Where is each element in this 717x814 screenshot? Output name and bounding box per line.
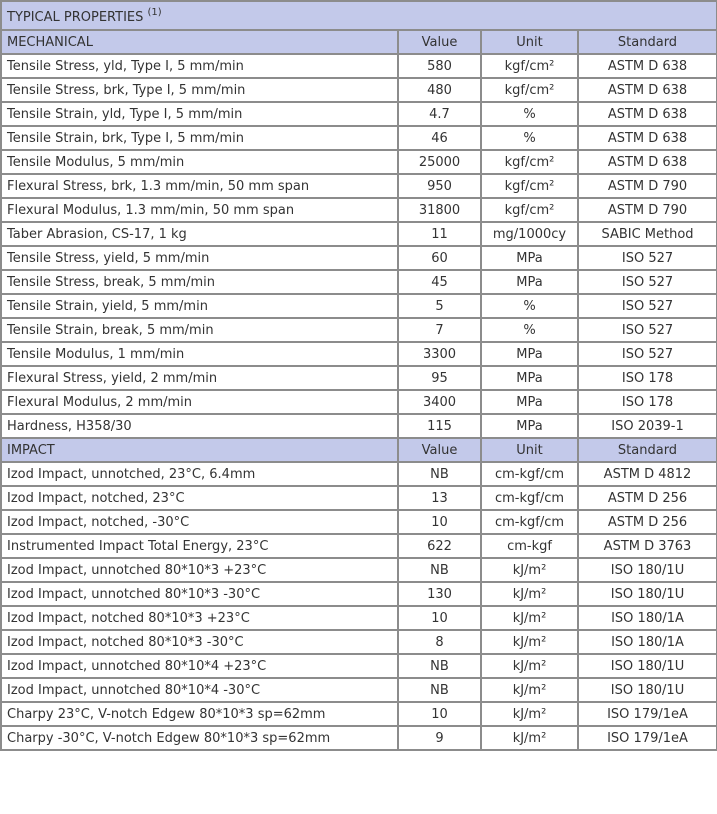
property-value: 3400 xyxy=(398,390,481,414)
property-name: Hardness, H358/30 xyxy=(1,414,398,438)
property-standard: ISO 527 xyxy=(578,270,717,294)
table-row xyxy=(1,294,717,318)
property-standard: ASTM D 638 xyxy=(578,150,717,174)
property-standard: ISO 527 xyxy=(578,318,717,342)
property-unit: cm-kgf/cm xyxy=(481,486,578,510)
property-value: 25000 xyxy=(398,150,481,174)
property-value: 622 xyxy=(398,534,481,558)
property-standard: ASTM D 638 xyxy=(578,78,717,102)
property-standard: ISO 180/1A xyxy=(578,606,717,630)
property-unit: % xyxy=(481,294,578,318)
property-value: 10 xyxy=(398,510,481,534)
table-row xyxy=(1,222,717,246)
property-standard: ASTM D 790 xyxy=(578,174,717,198)
property-unit: MPa xyxy=(481,390,578,414)
property-name: Izod Impact, notched, -30°C xyxy=(1,510,398,534)
property-unit: kgf/cm² xyxy=(481,78,578,102)
property-standard: ASTM D 790 xyxy=(578,198,717,222)
property-unit: cm-kgf/cm xyxy=(481,462,578,486)
property-name: Charpy -30°C, V-notch Edgew 80*10*3 sp=62mm xyxy=(1,726,398,750)
property-value: NB xyxy=(398,558,481,582)
table-row xyxy=(1,390,717,414)
property-standard: ISO 180/1U xyxy=(578,678,717,702)
table-row xyxy=(1,150,717,174)
property-unit: kJ/m² xyxy=(481,582,578,606)
property-unit: % xyxy=(481,102,578,126)
property-unit: kgf/cm² xyxy=(481,174,578,198)
table-row xyxy=(1,54,717,78)
property-name: Izod Impact, unnotched 80*10*4 +23°C xyxy=(1,654,398,678)
property-unit: kJ/m² xyxy=(481,630,578,654)
property-unit: MPa xyxy=(481,270,578,294)
property-standard: ISO 180/1U xyxy=(578,558,717,582)
property-value: 60 xyxy=(398,246,481,270)
property-unit: kJ/m² xyxy=(481,678,578,702)
property-standard: ISO 527 xyxy=(578,294,717,318)
property-unit: kJ/m² xyxy=(481,606,578,630)
property-name: Izod Impact, notched 80*10*3 -30°C xyxy=(1,630,398,654)
section-header-row xyxy=(1,438,717,462)
property-name: Izod Impact, unnotched 80*10*3 +23°C xyxy=(1,558,398,582)
property-name: Flexural Stress, yield, 2 mm/min xyxy=(1,366,398,390)
property-standard: ASTM D 3763 xyxy=(578,534,717,558)
table-row xyxy=(1,558,717,582)
table-row xyxy=(1,534,717,558)
property-standard: ASTM D 638 xyxy=(578,54,717,78)
property-unit: kJ/m² xyxy=(481,702,578,726)
property-name: Tensile Strain, break, 5 mm/min xyxy=(1,318,398,342)
property-name: Flexural Stress, brk, 1.3 mm/min, 50 mm span xyxy=(1,174,398,198)
property-name: Tensile Stress, yield, 5 mm/min xyxy=(1,246,398,270)
property-value: 9 xyxy=(398,726,481,750)
property-name: Tensile Stress, break, 5 mm/min xyxy=(1,270,398,294)
table-title: TYPICAL PROPERTIES xyxy=(7,9,144,25)
property-value: 13 xyxy=(398,486,481,510)
table-row xyxy=(1,462,717,486)
value-column-header: Value xyxy=(398,438,481,462)
property-standard: ISO 527 xyxy=(578,246,717,270)
property-value: 10 xyxy=(398,606,481,630)
table-row xyxy=(1,582,717,606)
property-standard: ISO 179/1eA xyxy=(578,702,717,726)
property-standard: ISO 180/1U xyxy=(578,654,717,678)
section-header-row xyxy=(1,30,717,54)
table-row xyxy=(1,342,717,366)
table-row xyxy=(1,78,717,102)
property-value: NB xyxy=(398,462,481,486)
property-standard: ISO 180/1A xyxy=(578,630,717,654)
table-row xyxy=(1,414,717,438)
property-value: 46 xyxy=(398,126,481,150)
table-row xyxy=(1,606,717,630)
property-standard: ASTM D 638 xyxy=(578,102,717,126)
property-value: 115 xyxy=(398,414,481,438)
property-value: 7 xyxy=(398,318,481,342)
property-value: NB xyxy=(398,678,481,702)
title-footnote: (1) xyxy=(147,6,162,18)
title-row xyxy=(1,1,717,30)
property-unit: % xyxy=(481,318,578,342)
property-unit: kJ/m² xyxy=(481,654,578,678)
property-value: 10 xyxy=(398,702,481,726)
property-unit: kJ/m² xyxy=(481,726,578,750)
property-value: 130 xyxy=(398,582,481,606)
property-standard: ASTM D 638 xyxy=(578,126,717,150)
table-row xyxy=(1,726,717,750)
table-row xyxy=(1,318,717,342)
table-row xyxy=(1,678,717,702)
property-standard: ISO 527 xyxy=(578,342,717,366)
property-value: 45 xyxy=(398,270,481,294)
property-standard: ISO 178 xyxy=(578,366,717,390)
property-unit: kgf/cm² xyxy=(481,198,578,222)
property-standard: ASTM D 4812 xyxy=(578,462,717,486)
property-name: Instrumented Impact Total Energy, 23°C xyxy=(1,534,398,558)
standard-column-header: Standard xyxy=(578,438,717,462)
property-unit: kJ/m² xyxy=(481,558,578,582)
property-value: 31800 xyxy=(398,198,481,222)
property-value: 8 xyxy=(398,630,481,654)
table-row xyxy=(1,366,717,390)
property-name: Izod Impact, unnotched 80*10*4 -30°C xyxy=(1,678,398,702)
property-name: Tensile Strain, brk, Type I, 5 mm/min xyxy=(1,126,398,150)
property-name: Tensile Stress, brk, Type I, 5 mm/min xyxy=(1,78,398,102)
property-name: Charpy 23°C, V-notch Edgew 80*10*3 sp=62mm xyxy=(1,702,398,726)
property-unit: % xyxy=(481,126,578,150)
property-standard: ISO 179/1eA xyxy=(578,726,717,750)
property-name: Tensile Strain, yld, Type I, 5 mm/min xyxy=(1,102,398,126)
table-row xyxy=(1,126,717,150)
table-title-cell xyxy=(1,1,717,30)
property-unit: MPa xyxy=(481,246,578,270)
property-value: 580 xyxy=(398,54,481,78)
property-name: Flexural Modulus, 1.3 mm/min, 50 mm span xyxy=(1,198,398,222)
property-value: 3300 xyxy=(398,342,481,366)
property-standard: ISO 2039-1 xyxy=(578,414,717,438)
property-name: Tensile Modulus, 5 mm/min xyxy=(1,150,398,174)
property-name: Tensile Stress, yld, Type I, 5 mm/min xyxy=(1,54,398,78)
value-column-header: Value xyxy=(398,30,481,54)
property-unit: cm-kgf xyxy=(481,534,578,558)
table-row xyxy=(1,198,717,222)
table-row xyxy=(1,270,717,294)
property-value: 4.7 xyxy=(398,102,481,126)
property-name: Taber Abrasion, CS-17, 1 kg xyxy=(1,222,398,246)
section-name: IMPACT xyxy=(1,438,398,462)
property-unit: mg/1000cy xyxy=(481,222,578,246)
property-name: Tensile Strain, yield, 5 mm/min xyxy=(1,294,398,318)
table-row xyxy=(1,510,717,534)
property-standard: ISO 178 xyxy=(578,390,717,414)
table-row xyxy=(1,486,717,510)
section-name: MECHANICAL xyxy=(1,30,398,54)
property-value: 5 xyxy=(398,294,481,318)
property-name: Flexural Modulus, 2 mm/min xyxy=(1,390,398,414)
property-value: 480 xyxy=(398,78,481,102)
table-row xyxy=(1,702,717,726)
property-standard: ASTM D 256 xyxy=(578,486,717,510)
table-row xyxy=(1,102,717,126)
property-value: NB xyxy=(398,654,481,678)
property-unit: cm-kgf/cm xyxy=(481,510,578,534)
property-standard: ASTM D 256 xyxy=(578,510,717,534)
table-row xyxy=(1,654,717,678)
property-value: 950 xyxy=(398,174,481,198)
property-unit: MPa xyxy=(481,342,578,366)
properties-table-body xyxy=(1,1,717,750)
table-row xyxy=(1,630,717,654)
table-row xyxy=(1,174,717,198)
property-value: 11 xyxy=(398,222,481,246)
property-name: Tensile Modulus, 1 mm/min xyxy=(1,342,398,366)
property-standard: ISO 180/1U xyxy=(578,582,717,606)
property-unit: kgf/cm² xyxy=(481,150,578,174)
property-name: Izod Impact, unnotched 80*10*3 -30°C xyxy=(1,582,398,606)
unit-column-header: Unit xyxy=(481,438,578,462)
property-value: 95 xyxy=(398,366,481,390)
property-name: Izod Impact, unnotched, 23°C, 6.4mm xyxy=(1,462,398,486)
table-row xyxy=(1,246,717,270)
property-unit: kgf/cm² xyxy=(481,54,578,78)
property-unit: MPa xyxy=(481,414,578,438)
property-unit: MPa xyxy=(481,366,578,390)
unit-column-header: Unit xyxy=(481,30,578,54)
property-name: Izod Impact, notched, 23°C xyxy=(1,486,398,510)
property-standard: SABIC Method xyxy=(578,222,717,246)
standard-column-header: Standard xyxy=(578,30,717,54)
property-name: Izod Impact, notched 80*10*3 +23°C xyxy=(1,606,398,630)
